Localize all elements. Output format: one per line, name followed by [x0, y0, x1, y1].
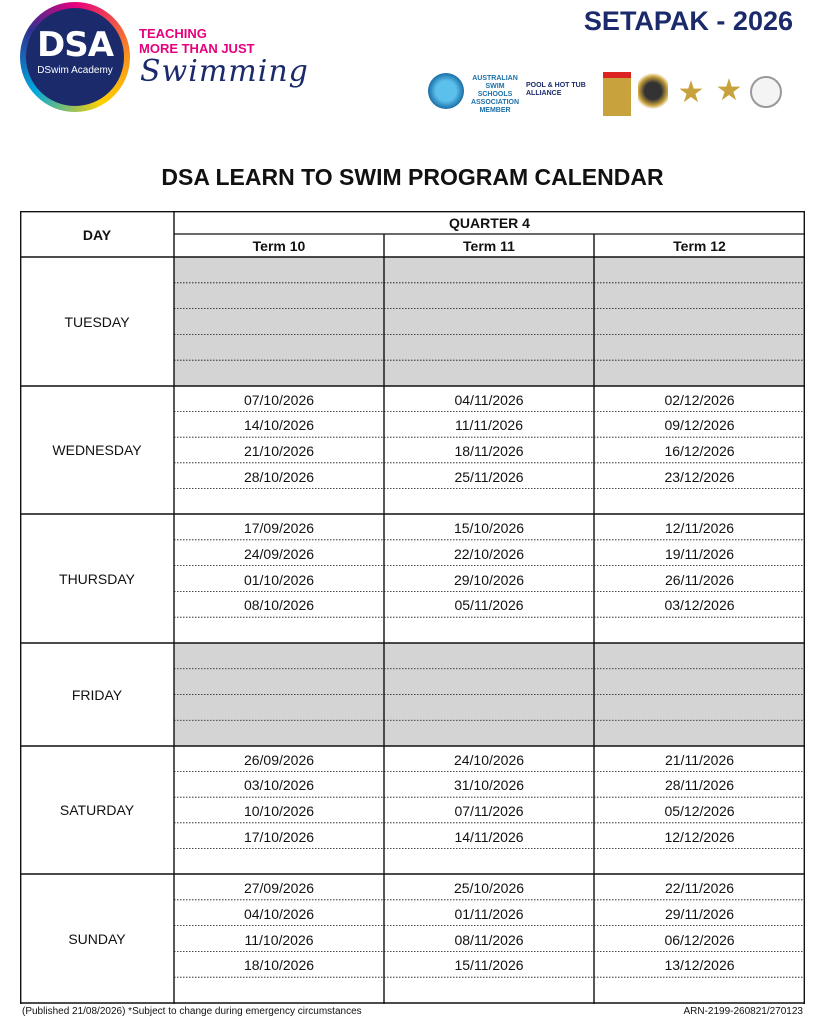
date-cell: 24/09/2026 — [243, 545, 315, 562]
date-cell: 08/10/2026 — [243, 597, 315, 614]
date-cell: 15/11/2026 — [454, 957, 524, 974]
date-cell: 21/10/2026 — [243, 443, 315, 459]
date-cell: 29/11/2026 — [664, 905, 735, 922]
seal-award-icon — [750, 76, 782, 108]
dsa-logo — [20, 2, 130, 112]
date-cell: 23/12/2026 — [664, 468, 735, 485]
date-cell: 19/11/2026 — [664, 545, 735, 562]
page-title: DSA LEARN TO SWIM PROGRAM CALENDAR — [161, 164, 664, 190]
date-cell: 13/12/2026 — [664, 957, 735, 974]
date-cell: 09/12/2026 — [664, 417, 735, 434]
date-cell: 04/11/2026 — [454, 391, 524, 408]
date-cell: 27/09/2026 — [243, 879, 315, 896]
date-cell: 03/12/2026 — [664, 597, 735, 614]
date-cell: 15/10/2026 — [453, 519, 525, 536]
date-cell: 01/10/2026 — [243, 571, 315, 588]
date-cell: 22/11/2026 — [664, 879, 735, 896]
asa-member-badge — [470, 75, 520, 114]
winner-award-icon — [603, 72, 631, 116]
date-cell: 29/10/2026 — [453, 571, 525, 588]
day-label-friday: FRIDAY — [71, 686, 123, 703]
date-cell: 12/12/2026 — [664, 828, 735, 845]
day-header: DAY — [82, 227, 112, 243]
date-cell: 12/11/2026 — [664, 519, 735, 536]
pool-hot-tub-text: POOL & HOT TUB ALLIANCE — [526, 82, 586, 97]
date-cell: 25/10/2026 — [453, 879, 525, 896]
center-name: SETAPAK - 2026 — [583, 6, 793, 36]
term-header-10: Term 10 — [252, 238, 306, 254]
date-cell: 10/10/2026 — [243, 803, 315, 819]
date-cell: 24/10/2026 — [453, 751, 525, 768]
quarter-header: QUARTER 4 — [449, 215, 530, 231]
date-cell: 14/11/2026 — [454, 828, 524, 845]
day-label-thursday: THURSDAY — [59, 570, 135, 587]
date-cell: 22/10/2026 — [453, 545, 525, 562]
date-cell: 07/11/2026 — [454, 803, 524, 819]
date-cell: 08/11/2026 — [454, 931, 524, 948]
logo-subtext: DSwim Academy — [37, 65, 113, 76]
date-cell: 17/09/2026 — [243, 519, 315, 536]
date-cell: 05/11/2026 — [454, 597, 524, 614]
pool-hot-tub-badge — [526, 78, 592, 108]
date-cell: 28/10/2026 — [243, 468, 315, 485]
date-cell: 26/11/2026 — [664, 571, 735, 588]
date-cell: 06/12/2026 — [664, 931, 735, 948]
day-label-sunday: SUNDAY — [68, 930, 126, 947]
calendar-table — [20, 211, 805, 1004]
accreditation-badge-icon — [428, 73, 464, 109]
reference-number: ARN-2199-260821/270123 — [683, 1006, 803, 1017]
date-cell: 28/11/2026 — [664, 777, 735, 794]
term-header-12: Term 12 — [673, 238, 726, 254]
date-cell: 26/09/2026 — [243, 751, 315, 768]
star-award-icon: ★ — [677, 76, 705, 109]
date-cell: 04/10/2026 — [243, 905, 315, 922]
date-cell: 31/10/2026 — [453, 777, 525, 794]
date-cell: 05/12/2026 — [664, 803, 735, 819]
unavailable-shading — [174, 257, 805, 386]
logo-text: DSA — [36, 25, 114, 65]
date-cell: 25/11/2026 — [454, 468, 524, 485]
day-label-tuesday: TUESDAY — [64, 313, 130, 330]
term-header-11: Term 11 — [463, 238, 515, 254]
date-cell: 14/10/2026 — [243, 417, 315, 434]
date-cell: 17/10/2026 — [243, 828, 315, 845]
date-cell: 02/12/2026 — [664, 391, 735, 408]
published-note: (Published 21/08/2026) *Subject to change during emergency circumstances — [22, 1006, 362, 1017]
date-cell: 03/10/2026 — [243, 777, 315, 794]
laurel-award-icon — [638, 72, 668, 110]
day-label-wednesday: WEDNESDAY — [52, 442, 142, 458]
star-award-icon-2: ★ — [715, 74, 743, 107]
logo-badge — [26, 8, 124, 106]
date-cell: 21/11/2026 — [664, 751, 735, 768]
asa-member-text: AUSTRALIAN SWIM SCHOOLS ASSOCIATION MEMBER — [470, 75, 520, 114]
tagline-line1: TEACHING — [139, 26, 207, 41]
date-cell: 18/10/2026 — [243, 957, 315, 974]
date-cell: 11/10/2026 — [244, 931, 314, 948]
date-cell: 11/11/2026 — [455, 417, 523, 434]
tagline-script: Swimming — [140, 54, 309, 89]
day-label-saturday: SATURDAY — [59, 802, 135, 818]
date-cell: 01/11/2026 — [454, 905, 524, 922]
date-cell: 16/12/2026 — [664, 443, 735, 459]
date-cell: 18/11/2026 — [454, 443, 524, 459]
date-cell: 07/10/2026 — [243, 391, 315, 408]
tagline-line2: MORE THAN JUST — [139, 41, 255, 56]
